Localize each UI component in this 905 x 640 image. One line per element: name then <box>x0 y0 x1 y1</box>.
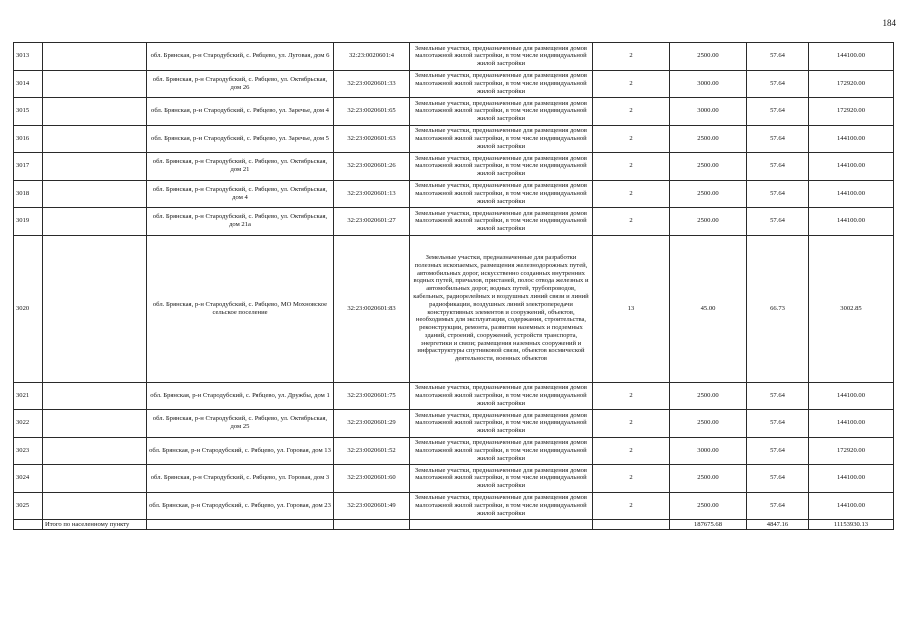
category-code-cell: 2 <box>593 492 670 520</box>
area-cell: 2500.00 <box>670 465 747 493</box>
table-row <box>14 43 894 71</box>
address-cell: обл. Брянская, р-н Стародубский, с. Рябцево, ул. Дружбы, дом 1 <box>147 382 334 410</box>
area-cell: 45.00 <box>670 235 747 382</box>
table-row <box>14 208 894 236</box>
table-row <box>14 153 894 181</box>
row-number: 3013 <box>14 43 43 71</box>
specific-value-cell: 57.64 <box>747 492 809 520</box>
address-cell: обл. Брянская, р-н Стародубский, с. Рябцево, ул. Горовая, дом 3 <box>147 465 334 493</box>
table-row <box>14 98 894 126</box>
row-number: 3017 <box>14 153 43 181</box>
land-use-cell: Земельные участки, предназначенные для размещения домов малоэтажной жилой застройки, в том числе индивидуальной жилой застройки <box>410 492 593 520</box>
address-cell: обл. Брянская, р-н Стародубский, с. Рябцево, ул. Заречье, дом 5 <box>147 125 334 153</box>
land-use-cell: Земельные участки, предназначенные для размещения домов малоэтажной жилой застройки, в том числе индивидуальной жилой застройки <box>410 410 593 438</box>
category-code-cell: 2 <box>593 70 670 98</box>
area-cell: 2500.00 <box>670 43 747 71</box>
area-cell: 3000.00 <box>670 98 747 126</box>
empty-cell <box>43 125 147 153</box>
specific-value-cell: 57.64 <box>747 43 809 71</box>
area-cell: 3000.00 <box>670 437 747 465</box>
cadastral-number-cell: 32:23:0020601:33 <box>334 70 410 98</box>
empty-cell <box>14 520 43 530</box>
total-area: 187675.68 <box>670 520 747 530</box>
cadastral-value-cell: 172920.00 <box>809 70 894 98</box>
specific-value-cell: 57.64 <box>747 208 809 236</box>
area-cell: 2500.00 <box>670 382 747 410</box>
cadastral-number-cell: 32:23:0020601:27 <box>334 208 410 236</box>
row-number: 3018 <box>14 180 43 208</box>
address-cell: обл. Брянская, р-н Стародубский, с. Рябцево, ул. Октябрьская, дом 4 <box>147 180 334 208</box>
land-use-cell: Земельные участки, предназначенные для размещения домов малоэтажной жилой застройки, в том числе индивидуальной жилой застройки <box>410 70 593 98</box>
land-use-cell: Земельные участки, предназначенные для разработки полезных ископаемых, размещения железнодорожных путей, автомобильных дорог, искусственно созданных внутренних водных путей, причалов, пристаней, полос отвода железных и автомобильных дорог, водных путей, трубопроводов, кабельных, радиорелейных и воздушных линий связи и линий радиофикации, воздушных линий электропередачи конструктивных элементов и сооружений, объектов, необходимых для эксплуатации, содержания, строительства, реконструкции, ремонта, развития наземных и подземных зданий, строений, сооружений, устройств транспорта, энергетики и связи; размещения наземных сооружений и инфраструктуры спутниковой связи, объектов космической деятельности, военных объектов <box>410 235 593 382</box>
empty-cell <box>43 382 147 410</box>
cadastral-value-cell: 144100.00 <box>809 153 894 181</box>
address-cell: обл. Брянская, р-н Стародубский, с. Рябцево, ул. Октябрьская, дом 25 <box>147 410 334 438</box>
table-row <box>14 410 894 438</box>
total-label: Итого по населенному пункту <box>43 520 147 530</box>
cadastral-number-cell: 32:23:0020601:83 <box>334 235 410 382</box>
cadastral-value-cell: 144100.00 <box>809 465 894 493</box>
empty-cell <box>410 520 593 530</box>
address-cell: обл. Брянская, р-н Стародубский, с. Рябцево, ул. Октябрьская, дом 26 <box>147 70 334 98</box>
cadastral-value-cell: 144100.00 <box>809 125 894 153</box>
address-cell: обл. Брянская, р-н Стародубский, с. Рябцево, ул. Луговая, дом 6 <box>147 43 334 71</box>
address-cell: обл. Брянская, р-н Стародубский, с. Рябцево, ул. Горовая, дом 23 <box>147 492 334 520</box>
empty-cell <box>593 520 670 530</box>
area-cell: 2500.00 <box>670 153 747 181</box>
table-row <box>14 70 894 98</box>
cadastral-number-cell: 32:23:0020601:60 <box>334 465 410 493</box>
empty-cell <box>43 235 147 382</box>
cadastral-number-cell: 32:23:0020601:26 <box>334 153 410 181</box>
row-number: 3025 <box>14 492 43 520</box>
cadastral-value-cell: 144100.00 <box>809 410 894 438</box>
cadastral-number-cell: 32:23:0020601:52 <box>334 437 410 465</box>
total-cadastral-value: 11153930.13 <box>809 520 894 530</box>
specific-value-cell: 57.64 <box>747 465 809 493</box>
land-registry-table <box>13 42 894 530</box>
table-row <box>14 125 894 153</box>
area-cell: 2500.00 <box>670 180 747 208</box>
area-cell: 2500.00 <box>670 492 747 520</box>
empty-cell <box>43 98 147 126</box>
address-cell: обл. Брянская, р-н Стародубский, с. Рябцево, ул. Горовая, дом 13 <box>147 437 334 465</box>
row-number: 3024 <box>14 465 43 493</box>
empty-cell <box>43 208 147 236</box>
cadastral-number-cell: 32:23:0020601:49 <box>334 492 410 520</box>
specific-value-cell: 57.64 <box>747 410 809 438</box>
cadastral-value-cell: 144100.00 <box>809 43 894 71</box>
empty-cell <box>334 520 410 530</box>
row-number: 3023 <box>14 437 43 465</box>
address-cell: обл. Брянская, р-н Стародубский, с. Рябцево, ул. Октябрьская, дом 21а <box>147 208 334 236</box>
area-cell: 3000.00 <box>670 70 747 98</box>
category-code-cell: 2 <box>593 43 670 71</box>
land-use-cell: Земельные участки, предназначенные для размещения домов малоэтажной жилой застройки, в том числе индивидуальной жилой застройки <box>410 437 593 465</box>
row-number: 3015 <box>14 98 43 126</box>
table-row <box>14 492 894 520</box>
cadastral-value-cell: 172920.00 <box>809 437 894 465</box>
row-number: 3022 <box>14 410 43 438</box>
address-cell: обл. Брянская, р-н Стародубский, с. Рябцево, МО Мохновское сельское поселение <box>147 235 334 382</box>
row-number: 3016 <box>14 125 43 153</box>
category-code-cell: 2 <box>593 208 670 236</box>
specific-value-cell: 57.64 <box>747 98 809 126</box>
land-use-cell: Земельные участки, предназначенные для размещения домов малоэтажной жилой застройки, в том числе индивидуальной жилой застройки <box>410 382 593 410</box>
cadastral-value-cell: 172920.00 <box>809 98 894 126</box>
cadastral-value-cell: 144100.00 <box>809 382 894 410</box>
empty-cell <box>43 410 147 438</box>
land-use-cell: Земельные участки, предназначенные для размещения домов малоэтажной жилой застройки, в том числе индивидуальной жилой застройки <box>410 43 593 71</box>
cadastral-value-cell: 144100.00 <box>809 208 894 236</box>
address-cell: обл. Брянская, р-н Стародубский, с. Рябцево, ул. Октябрьская, дом 21 <box>147 153 334 181</box>
specific-value-cell: 57.64 <box>747 125 809 153</box>
empty-cell <box>43 70 147 98</box>
empty-cell <box>43 180 147 208</box>
table-row <box>14 180 894 208</box>
empty-cell <box>147 520 334 530</box>
area-cell: 2500.00 <box>670 208 747 236</box>
total-specific-value: 4847.16 <box>747 520 809 530</box>
page-number: 184 <box>882 18 896 28</box>
land-use-cell: Земельные участки, предназначенные для размещения домов малоэтажной жилой застройки, в том числе индивидуальной жилой застройки <box>410 153 593 181</box>
category-code-cell: 2 <box>593 125 670 153</box>
empty-cell <box>43 465 147 493</box>
row-number: 3020 <box>14 235 43 382</box>
area-cell: 2500.00 <box>670 410 747 438</box>
land-use-cell: Земельные участки, предназначенные для размещения домов малоэтажной жилой застройки, в том числе индивидуальной жилой застройки <box>410 125 593 153</box>
category-code-cell: 2 <box>593 98 670 126</box>
cadastral-value-cell: 144100.00 <box>809 492 894 520</box>
category-code-cell: 2 <box>593 180 670 208</box>
row-number: 3014 <box>14 70 43 98</box>
specific-value-cell: 57.64 <box>747 180 809 208</box>
land-use-cell: Земельные участки, предназначенные для размещения домов малоэтажной жилой застройки, в том числе индивидуальной жилой застройки <box>410 98 593 126</box>
empty-cell <box>43 43 147 71</box>
category-code-cell: 2 <box>593 410 670 438</box>
specific-value-cell: 57.64 <box>747 70 809 98</box>
land-use-cell: Земельные участки, предназначенные для размещения домов малоэтажной жилой застройки, в том числе индивидуальной жилой застройки <box>410 208 593 236</box>
cadastral-number-cell: 32:23:0020601:29 <box>334 410 410 438</box>
empty-cell <box>43 437 147 465</box>
cadastral-value-cell: 144100.00 <box>809 180 894 208</box>
total-row <box>14 520 894 530</box>
table-row <box>14 465 894 493</box>
cadastral-value-cell: 3002.85 <box>809 235 894 382</box>
cadastral-number-cell: 32:23:0020601:65 <box>334 98 410 126</box>
empty-cell <box>43 492 147 520</box>
land-use-cell: Земельные участки, предназначенные для размещения домов малоэтажной жилой застройки, в том числе индивидуальной жилой застройки <box>410 465 593 493</box>
cadastral-number-cell: 32:23:0020601:75 <box>334 382 410 410</box>
cadastral-number-cell: 32:23:0020601:4 <box>334 43 410 71</box>
category-code-cell: 13 <box>593 235 670 382</box>
table-body <box>14 43 894 530</box>
table-row <box>14 235 894 382</box>
specific-value-cell: 57.64 <box>747 382 809 410</box>
row-number: 3021 <box>14 382 43 410</box>
table-row <box>14 382 894 410</box>
empty-cell <box>43 153 147 181</box>
cadastral-number-cell: 32:23:0020601:13 <box>334 180 410 208</box>
specific-value-cell: 57.64 <box>747 153 809 181</box>
specific-value-cell: 57.64 <box>747 437 809 465</box>
land-use-cell: Земельные участки, предназначенные для размещения домов малоэтажной жилой застройки, в том числе индивидуальной жилой застройки <box>410 180 593 208</box>
row-number: 3019 <box>14 208 43 236</box>
area-cell: 2500.00 <box>670 125 747 153</box>
category-code-cell: 2 <box>593 465 670 493</box>
address-cell: обл. Брянская, р-н Стародубский, с. Рябцево, ул. Заречье, дом 4 <box>147 98 334 126</box>
cadastral-number-cell: 32:23:0020601:63 <box>334 125 410 153</box>
table-row <box>14 437 894 465</box>
category-code-cell: 2 <box>593 437 670 465</box>
category-code-cell: 2 <box>593 153 670 181</box>
category-code-cell: 2 <box>593 382 670 410</box>
specific-value-cell: 66.73 <box>747 235 809 382</box>
